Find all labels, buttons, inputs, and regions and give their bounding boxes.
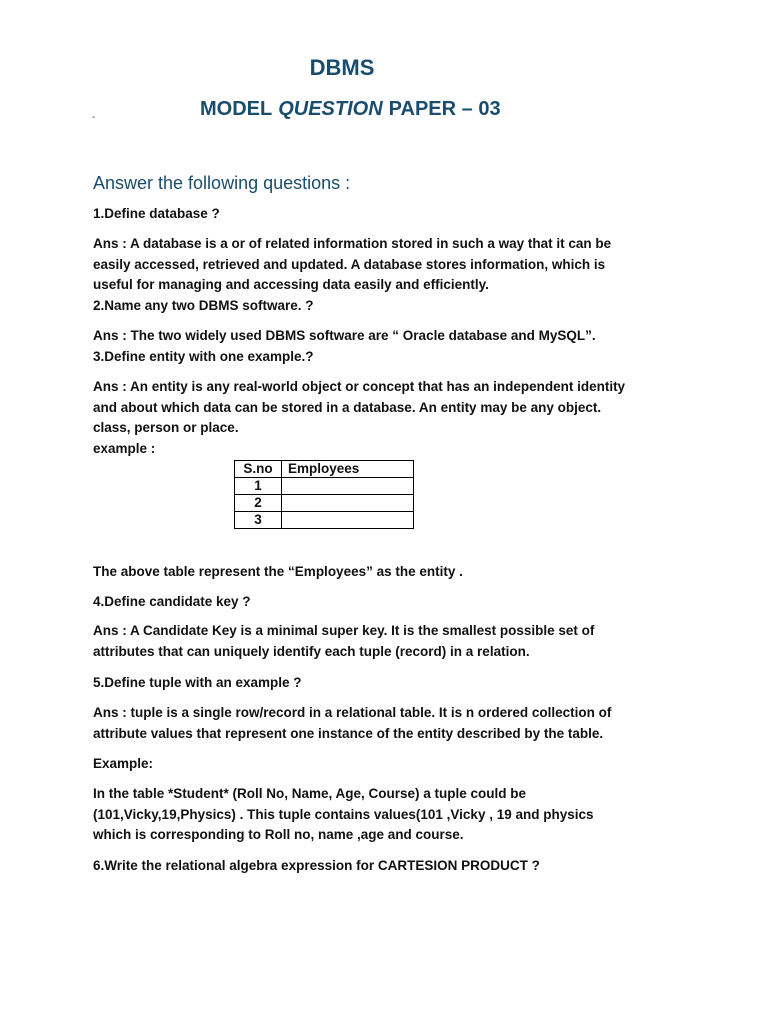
q2-answer: Ans : The two widely used DBMS software are “ Oracle database and MySQL”. bbox=[93, 328, 596, 343]
answer-line: and about which data can be stored in a database. An entity may be any object. bbox=[93, 399, 602, 415]
answer-line: Ans : A database is a or of related information stored in such a way that it can be bbox=[93, 236, 612, 251]
q5-example-label: Example: bbox=[93, 756, 154, 771]
table-cell bbox=[282, 478, 414, 495]
table-header-cell: Employees bbox=[282, 461, 414, 478]
example-line: which is corresponding to Roll no, name ,age and course. bbox=[93, 827, 464, 842]
subtitle-model: MODEL bbox=[200, 98, 273, 120]
q3-question: 3.Define entity with one example.? bbox=[93, 348, 314, 364]
document-title: DBMS bbox=[309, 55, 375, 80]
table-header-cell: S.no bbox=[235, 461, 282, 478]
q5-answer bbox=[93, 703, 693, 744]
table-header-row bbox=[235, 461, 414, 478]
q3-answer bbox=[93, 377, 693, 459]
q2-question: 2.Name any two DBMS software. ? bbox=[93, 297, 314, 313]
subtitle-question: QUESTION bbox=[278, 98, 383, 120]
example-line: In the table *Student* (Roll No, Name, Age, Course) a tuple could be bbox=[93, 786, 527, 801]
answer-line: class, person or place. bbox=[93, 420, 239, 435]
q2-answer-block bbox=[93, 326, 693, 367]
q5-question: 5.Define tuple with an example ? bbox=[93, 675, 302, 690]
table-cell: 3 bbox=[235, 512, 282, 529]
employees-table bbox=[234, 460, 414, 529]
instructions-heading: Answer the following questions : bbox=[93, 173, 351, 193]
table-cell bbox=[282, 512, 414, 529]
q5-example bbox=[93, 784, 693, 846]
table-row bbox=[235, 478, 414, 495]
example-label: example : bbox=[93, 440, 156, 456]
answer-line: attributes that can uniquely identify each tuple (record) in a relation. bbox=[93, 643, 530, 659]
answer-line: Ans : An entity is any real-world object or concept that has an independent identity bbox=[93, 379, 626, 394]
stray-mark: - bbox=[92, 112, 96, 123]
table-note: The above table represent the “Employees” as the entity . bbox=[93, 564, 463, 579]
table-row bbox=[235, 512, 414, 529]
answer-line: useful for managing and accessing data easily and efficiently. bbox=[93, 277, 489, 292]
q1-question: 1.Define database ? bbox=[93, 206, 220, 221]
table-row bbox=[235, 495, 414, 512]
table-cell: 1 bbox=[235, 478, 282, 495]
table-cell bbox=[282, 495, 414, 512]
q6-question: 6.Write the relational algebra expression for CARTESION PRODUCT ? bbox=[93, 858, 540, 873]
example-line: (101,Vicky,19,Physics) . This tuple contains values(101 ,Vicky , 19 and physics bbox=[93, 806, 594, 822]
answer-line: Ans : A Candidate Key is a minimal super key. It is the smallest possible set of bbox=[93, 623, 595, 638]
answer-line: easily accessed, retrieved and updated. A database stores information, which is bbox=[93, 256, 606, 272]
document-subtitle bbox=[200, 98, 501, 121]
answer-line: attribute values that represent one instance of the entity described by the table. bbox=[93, 725, 604, 741]
subtitle-paper: PAPER – 03 bbox=[388, 98, 501, 120]
q4-answer bbox=[93, 621, 693, 662]
q4-question: 4.Define candidate key ? bbox=[93, 594, 251, 609]
answer-line: Ans : tuple is a single row/record in a relational table. It is n ordered collection of bbox=[93, 705, 612, 720]
table-cell: 2 bbox=[235, 495, 282, 512]
q1-answer bbox=[93, 234, 693, 316]
